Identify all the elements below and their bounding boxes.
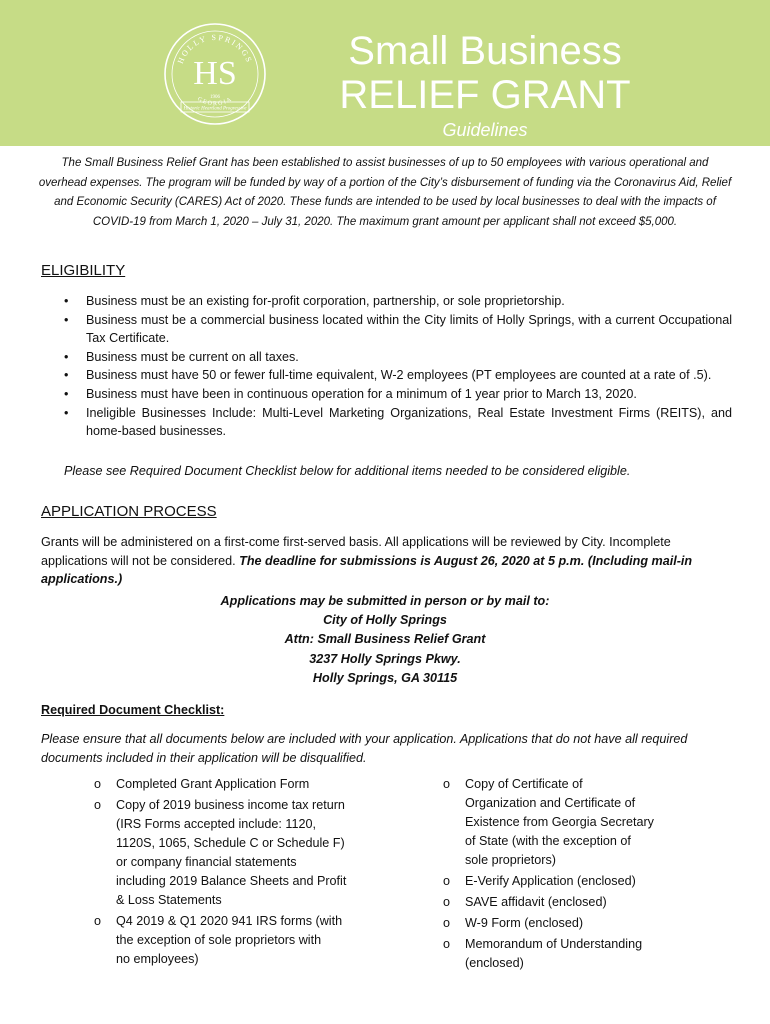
checklist-title: Required Document Checklist: xyxy=(41,703,225,717)
circle-bullet-icon: o xyxy=(94,777,102,791)
circle-bullet-icon: o xyxy=(443,874,451,888)
checklist-item xyxy=(443,914,703,933)
eligibility-item-text: Business must have been in continuous operation for a minimum of 1 year prior to March 13, 2020. xyxy=(86,386,637,401)
bullet-icon: • xyxy=(64,368,69,383)
bullet-icon: • xyxy=(64,386,69,401)
checklist-item xyxy=(94,775,384,794)
checklist-item-line: or company financial statements xyxy=(116,855,297,869)
checklist-item-line: including 2019 Balance Sheets and Profit xyxy=(116,874,347,888)
checklist-item xyxy=(443,893,703,912)
eligibility-list xyxy=(64,292,732,441)
eligibility-heading: ELIGIBILITY xyxy=(41,262,126,279)
checklist-item-line: Copy of 2019 business income tax return xyxy=(116,798,345,812)
circle-bullet-icon: o xyxy=(443,937,451,951)
seal-year: 1906 xyxy=(210,95,220,100)
checklist-item xyxy=(443,935,703,973)
circle-bullet-icon: o xyxy=(443,895,451,909)
checklist-item-line: the exception of sole proprietors with xyxy=(116,933,322,947)
seal-ribbon: Historic Heartland Progressive xyxy=(183,106,247,112)
mail-line: Attn: Small Business Relief Grant xyxy=(284,632,486,647)
eligibility-note: Please see Required Document Checklist below for additional items needed to be considered eligible. xyxy=(64,464,631,478)
application-paragraph xyxy=(41,533,731,589)
application-text: Grants will be administered on a first-come first-served basis. All applications will be reviewed by City. Incomplete applications will not be considered. xyxy=(41,535,671,568)
checklist-right-column xyxy=(443,775,703,975)
eligibility-item-text: Business must be a commercial business located within the City limits of Holly Springs, with a current Occupational Tax Certificate. xyxy=(86,312,732,346)
checklist-item-line: (enclosed) xyxy=(465,956,524,970)
bullet-icon: • xyxy=(64,294,69,308)
mail-address-block xyxy=(140,592,630,688)
title-line-1: Small Business xyxy=(348,29,622,73)
checklist-item xyxy=(443,775,703,870)
mail-line: City of Holly Springs xyxy=(323,613,447,628)
circle-bullet-icon: o xyxy=(443,916,451,930)
bullet-icon: • xyxy=(64,312,69,327)
checklist-item-line: Copy of Certificate of xyxy=(465,777,583,791)
seal-initials: HS xyxy=(193,55,237,92)
eligibility-item xyxy=(64,366,732,385)
application-heading: APPLICATION PROCESS xyxy=(41,503,217,520)
circle-bullet-icon: o xyxy=(443,777,451,791)
eligibility-item xyxy=(64,292,732,311)
checklist-item-line: of State (with the exception of xyxy=(465,834,631,848)
checklist-item-line: Memorandum of Understanding xyxy=(465,937,643,951)
checklist-item-line: Completed Grant Application Form xyxy=(116,777,310,791)
eligibility-item-text: Business must be an existing for-profit corporation, partnership, or sole proprietorship. xyxy=(86,294,565,308)
circle-bullet-icon: o xyxy=(94,914,102,928)
checklist-item-line: Organization and Certificate of xyxy=(465,796,636,810)
eligibility-item-text: Business must have 50 or fewer full-time equivalent, W-2 employees (PT employees are counted at a rate of .5). xyxy=(86,368,712,383)
holly-springs-seal-logo xyxy=(163,22,267,126)
checklist-item-line: E-Verify Application (enclosed) xyxy=(465,874,636,888)
checklist-left-column xyxy=(94,775,384,971)
mail-line: Applications may be submitted in person or by mail to: xyxy=(220,594,550,608)
title-line-2: RELIEF GRANT xyxy=(339,73,631,117)
checklist-item-line: SAVE affidavit (enclosed) xyxy=(465,895,607,909)
deadline-text: The deadline for submissions is August 26, 2020 at 5 p.m. (Including mail-in applications.) xyxy=(41,553,693,587)
checklist-item-line: Existence from Georgia Secretary xyxy=(465,815,654,829)
mail-line: Holly Springs, GA 30115 xyxy=(312,670,458,685)
bullet-icon: • xyxy=(64,405,69,420)
checklist-item xyxy=(94,912,384,969)
eligibility-item-text: Business must be current on all taxes. xyxy=(86,349,299,364)
eligibility-item xyxy=(64,348,732,367)
mail-line: 3237 Holly Springs Pkwy. xyxy=(309,651,461,666)
subtitle: Guidelines xyxy=(442,120,528,140)
eligibility-item xyxy=(64,311,732,348)
intro-paragraph: The Small Business Relief Grant has been established to assist businesses of up to 50 employees with various operational and overhead expenses. The program will be funded by way of a portion of the City’s disbursement of funding via the Coronavirus Aid, Relief and Economic Security (CARES) Act of 2020. These funds are intended to be used by local businesses to deal with the impacts of COVID-19 from March 1, 2020 – July 31, 2020. The maximum grant amount per applicant shall not exceed $5,000. xyxy=(38,157,732,228)
eligibility-item-text: Ineligible Businesses Include: Multi-Level Marketing Organizations, Real Estate Investment Firms (REITS), and home-based businesses. xyxy=(86,405,732,439)
checklist-item-line: sole proprietors) xyxy=(465,853,556,867)
eligibility-item xyxy=(64,385,732,404)
seal-top-text: HOLLY SPRINGS xyxy=(175,32,255,65)
seal-bottom-text: GEORGIA xyxy=(196,96,234,108)
checklist-intro: Please ensure that all documents below are included with your application. Applications that do not have all required documents included in their application will be disqualified. xyxy=(41,732,688,766)
checklist-item-line: no employees) xyxy=(116,952,199,966)
bullet-icon: • xyxy=(64,349,69,364)
circle-bullet-icon: o xyxy=(94,798,102,812)
checklist-item-line: Q4 2019 & Q1 2020 941 IRS forms (with xyxy=(116,914,343,928)
checklist-item-line: & Loss Statements xyxy=(116,893,222,907)
checklist-item-line: 1120S, 1065, Schedule C or Schedule F) xyxy=(116,836,345,850)
header-banner xyxy=(0,0,770,146)
checklist-item-line: W-9 Form (enclosed) xyxy=(465,916,584,930)
checklist-item xyxy=(443,872,703,891)
eligibility-item xyxy=(64,404,732,441)
checklist-item-line: (IRS Forms accepted include: 1120, xyxy=(116,817,316,831)
checklist-item xyxy=(94,796,384,910)
